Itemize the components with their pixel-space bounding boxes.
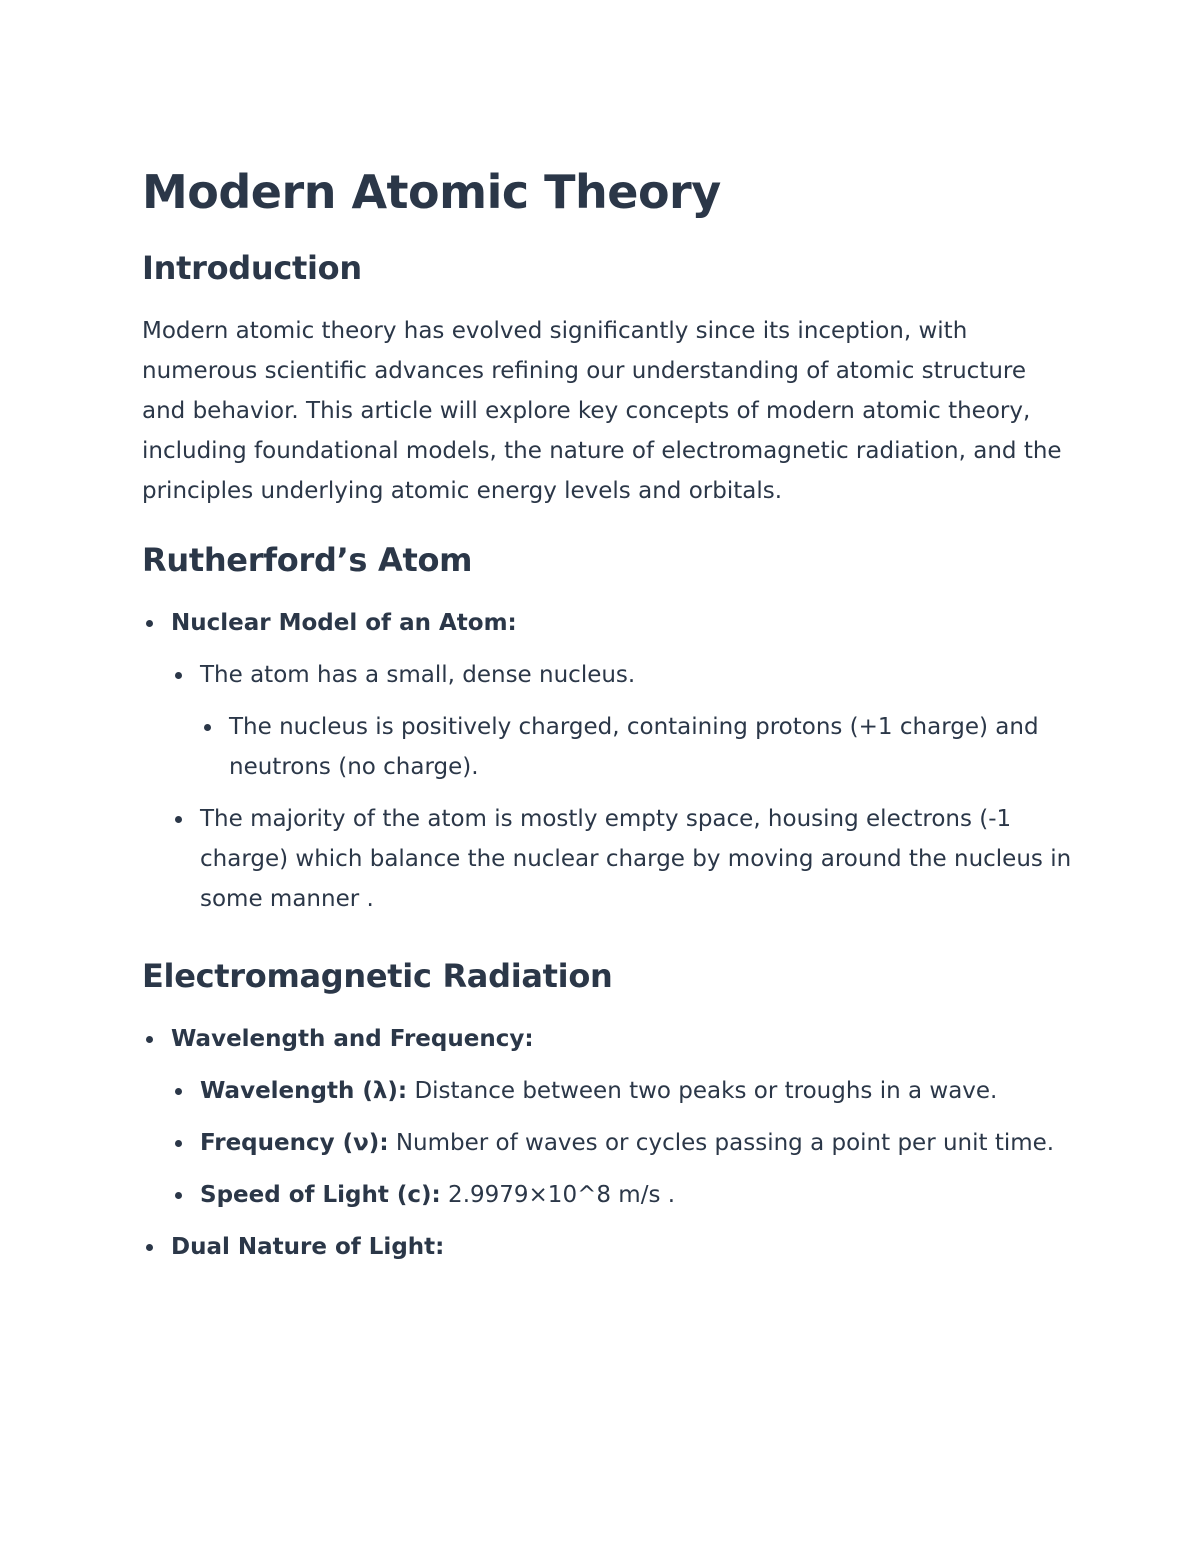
heading-introduction: Introduction — [142, 249, 362, 287]
list-item-label: Wavelength and Frequency: — [171, 1026, 534, 1052]
document-title: Modern Atomic Theory — [142, 165, 721, 219]
list-item — [142, 603, 1072, 643]
list-item — [142, 1071, 1072, 1111]
list-item-label: Speed of Light (c): — [200, 1182, 441, 1208]
heading-electromagnetic: Electromagnetic Radiation — [142, 957, 613, 995]
list-item — [142, 707, 1072, 787]
section-gap — [142, 931, 1072, 939]
list-item-label: Dual Nature of Light: — [171, 1234, 445, 1260]
list-item-text: The nucleus is positively charged, containing protons (+1 charge) and neutrons (no charge). — [229, 714, 1039, 780]
rutherford-list — [142, 603, 1072, 919]
list-item — [142, 655, 1072, 695]
heading-rutherford: Rutherford’s Atom — [142, 541, 473, 579]
list-item-label: Frequency (ν): — [200, 1130, 389, 1156]
list-item-text: The majority of the atom is mostly empty space, housing electrons (-1 charge) which balance the nuclear charge by moving around the nucleus in some manner . — [200, 806, 1072, 912]
list-item-text: Number of waves or cycles passing a point per unit time. — [388, 1130, 1055, 1156]
list-item-text: 2.9979×10^8 m/s . — [440, 1182, 676, 1208]
list-item-label: Wavelength (λ): — [200, 1078, 408, 1104]
introduction-paragraph: Modern atomic theory has evolved significantly since its inception, with numerous scientific advances refining our understanding of atomic structure and behavior. This article will explore key concepts of modern atomic theory, including foundational models, the nature of electromagnetic radiation, and the principles underlying atomic energy levels and orbitals. — [142, 318, 1062, 504]
list-item-text: Distance between two peaks or troughs in a wave. — [407, 1078, 998, 1104]
list-item — [142, 1123, 1072, 1163]
list-item-text: The atom has a small, dense nucleus. — [200, 662, 636, 688]
list-item — [142, 1019, 1072, 1059]
electromagnetic-list — [142, 1019, 1072, 1267]
list-item — [142, 1227, 1072, 1267]
document-page — [142, 165, 1072, 1279]
list-item — [142, 1175, 1072, 1215]
list-item-label: Nuclear Model of an Atom: — [171, 610, 517, 636]
list-item — [142, 799, 1072, 919]
